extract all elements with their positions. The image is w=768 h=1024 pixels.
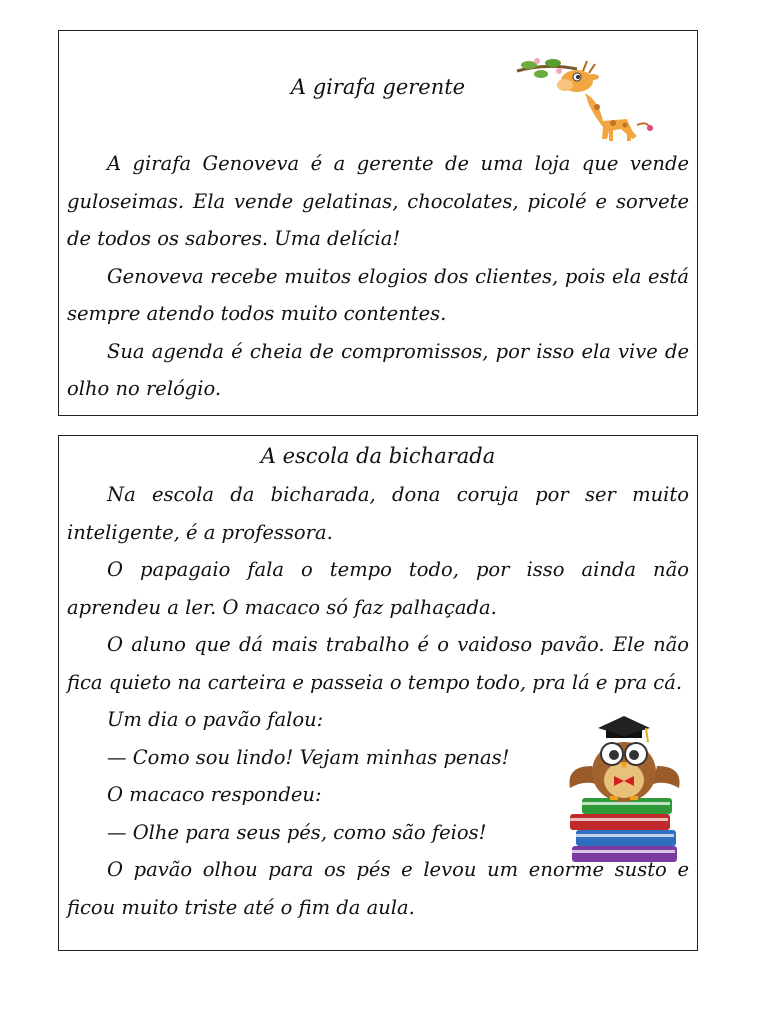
dialogue-line: — Como sou lindo! Vejam minhas penas! bbox=[107, 745, 510, 769]
story-title: A girafa gerente bbox=[290, 75, 466, 99]
paragraph: A girafa Genoveva é a gerente de uma loja que vende guloseimas. Ela vende gelatinas, chocolates, picolé e sorvete de todos os sabores. Uma delícia! bbox=[67, 152, 689, 250]
paragraph: O pavão olhou para os pés e levou um enorme susto e ficou muito triste até o fim da aula. bbox=[67, 858, 689, 919]
giraffe-icon bbox=[507, 41, 657, 143]
story-card-girafa bbox=[58, 30, 698, 416]
story-body bbox=[67, 145, 689, 408]
paragraph: Um dia o pavão falou: bbox=[107, 708, 324, 731]
paragraph: Genoveva recebe muitos elogios dos clientes, pois ela está sempre atendo todos muito contentes. bbox=[67, 264, 689, 325]
paragraph: O macaco respondeu: bbox=[107, 783, 322, 806]
story-card-bicharada bbox=[58, 435, 698, 951]
story-title: A escola da bicharada bbox=[260, 444, 496, 468]
paragraph: Sua agenda é cheia de compromissos, por isso ela vive de olho no relógio. bbox=[67, 339, 689, 400]
paragraph: O papagaio fala o tempo todo, por isso ainda não aprendeu a ler. O macaco só faz palhaçada. bbox=[67, 558, 689, 619]
paragraph: Na escola da bicharada, dona coruja por ser muito inteligente, é a professora. bbox=[67, 483, 689, 544]
dialogue-line: — Olhe para seus pés, como são feios! bbox=[107, 820, 487, 844]
paragraph: O aluno que dá mais trabalho é o vaidoso pavão. Ele não fica quieto na carteira e passeia o tempo todo, pra lá e pra cá. bbox=[67, 633, 689, 694]
story-body bbox=[67, 476, 689, 926]
